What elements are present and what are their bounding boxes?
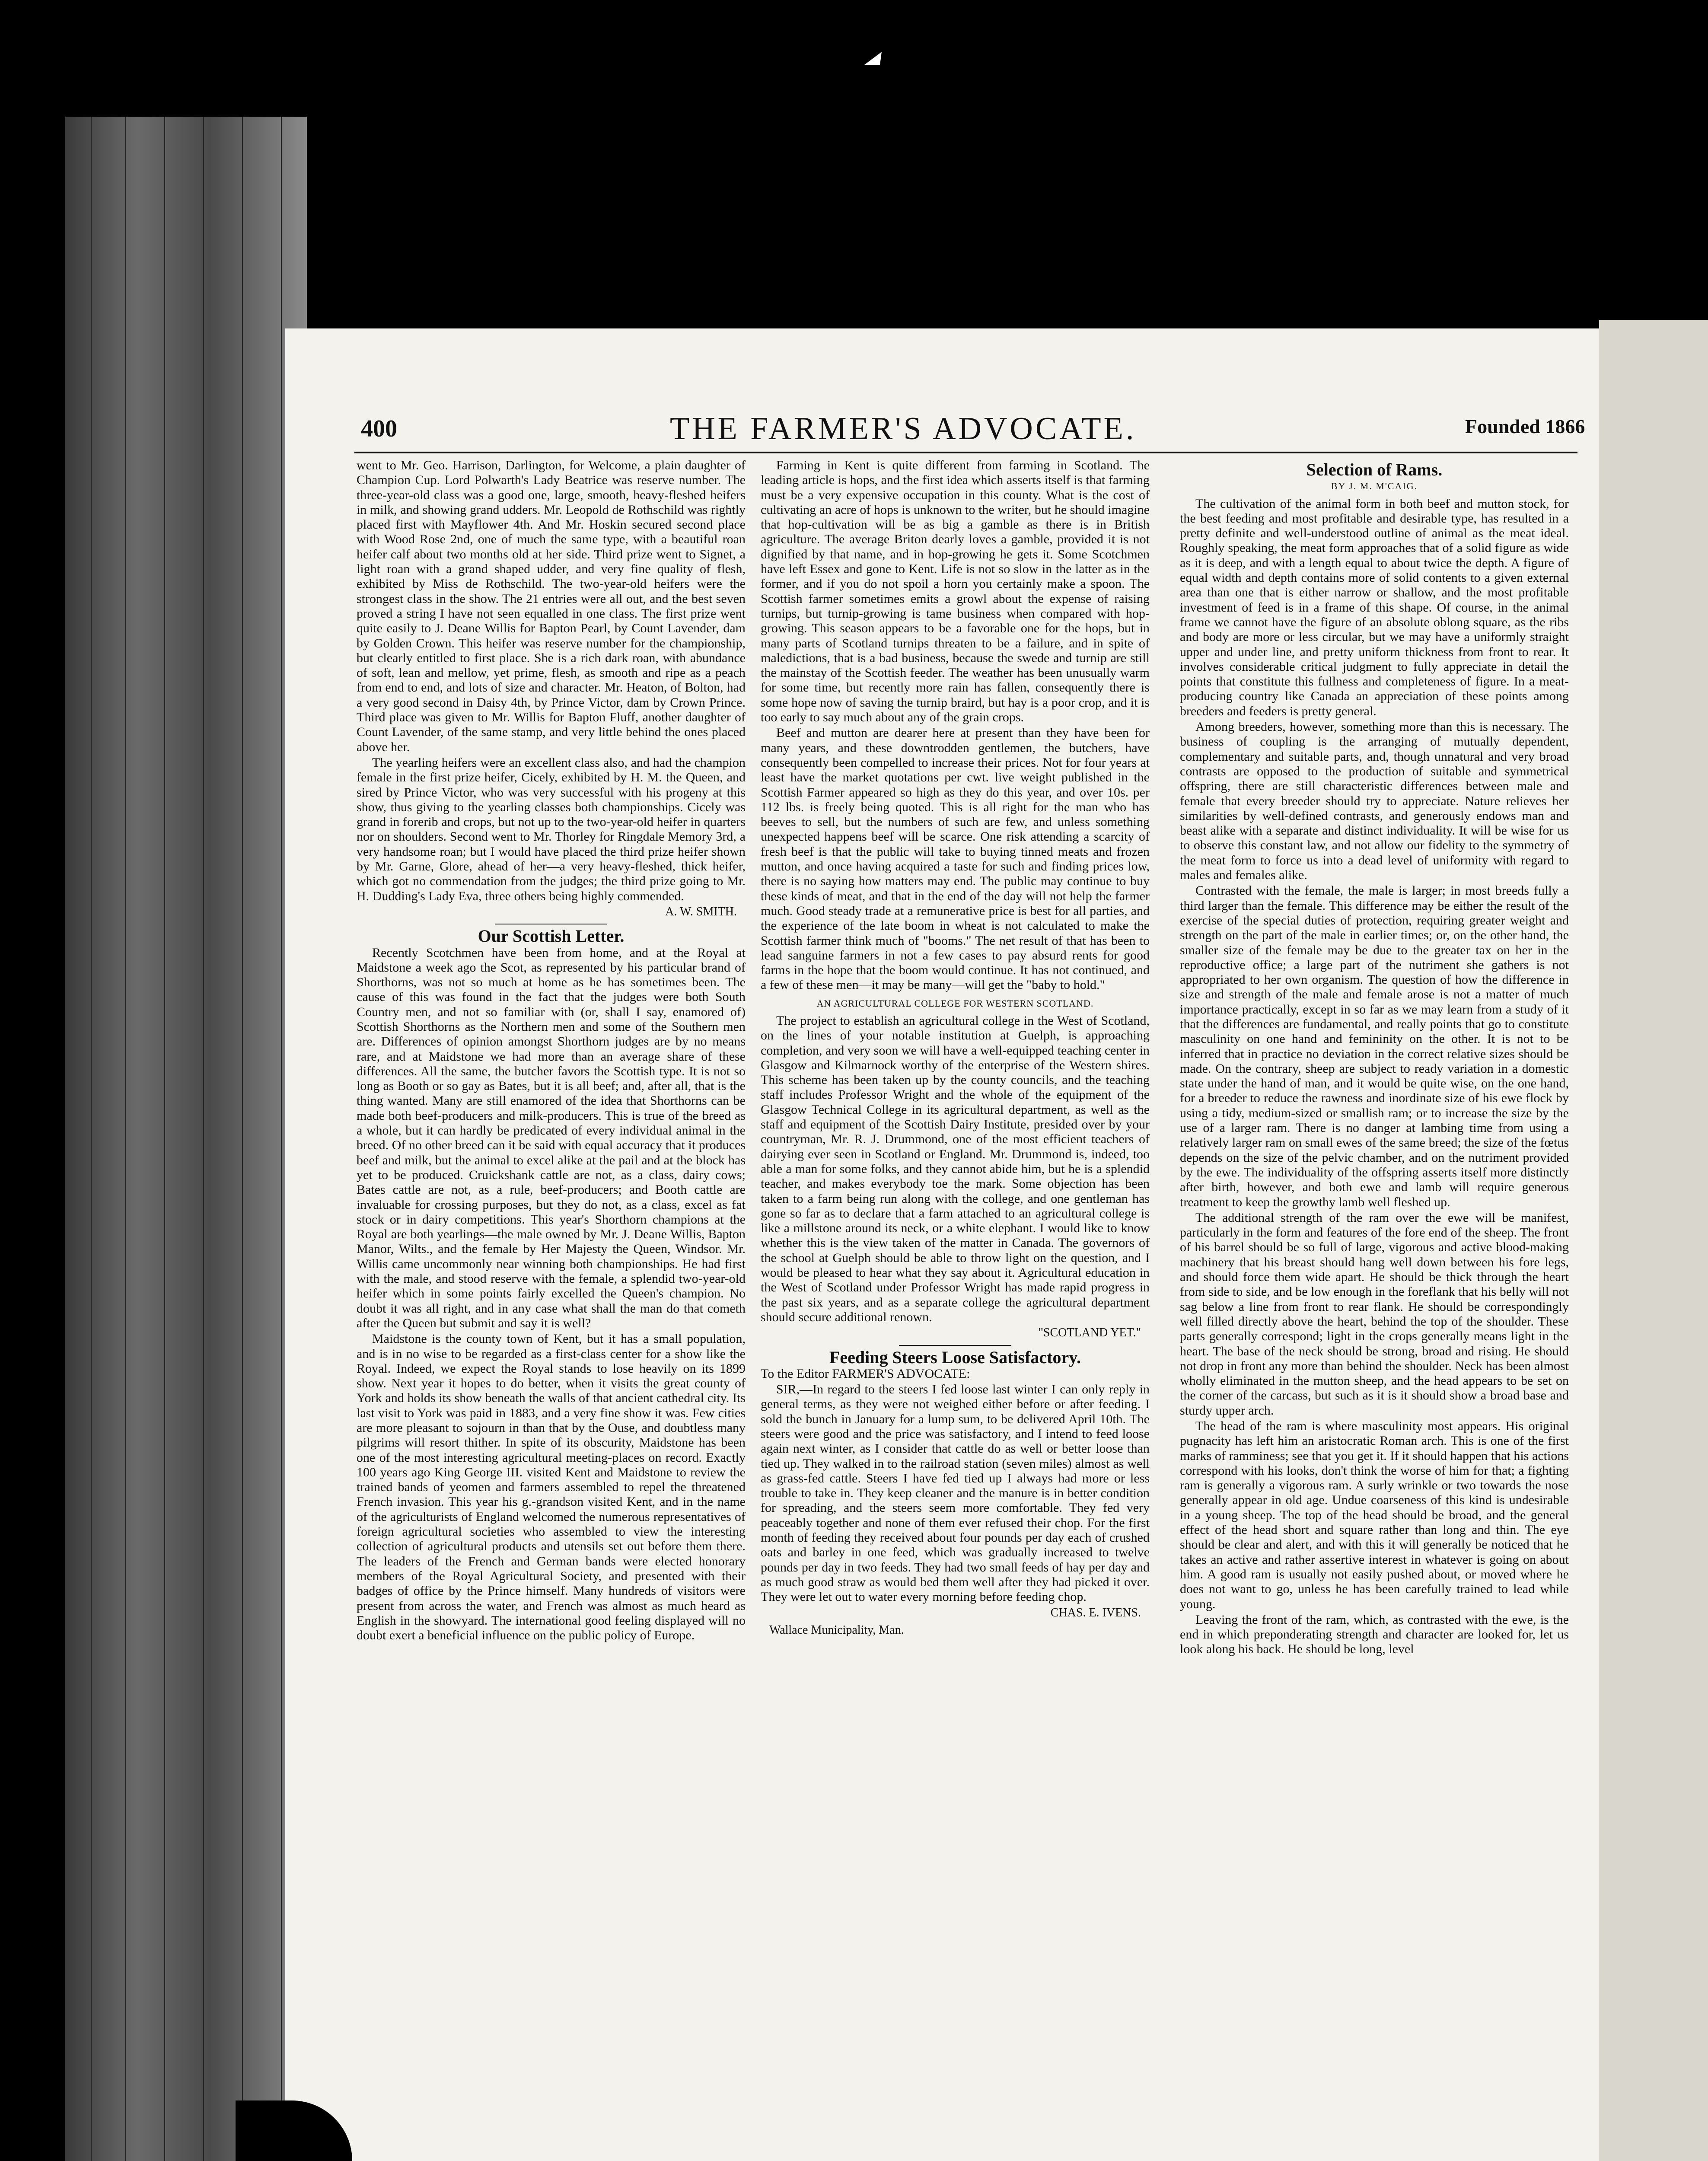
column-middle	[761, 458, 1150, 2161]
byline: BY J. M. M'CAIG.	[1331, 481, 1418, 492]
article-heading: Selection of Rams.	[1306, 460, 1443, 479]
article-paragraph: went to Mr. Geo. Harrison, Darlington, for Welcome, a plain daughter of Champion Cup. Lord Polwarth's Lady Beatrice was reserve number. The three-year-old class was a good one, large, smooth, heavy-fleshed heifers in milk, and showing grand udders. Mr. Leopold de Rothschild was rightly placed first with Mayflower 4th. And Mr. Hoskin secured second place with Wood Rose 2nd, one of much the same type, with a beautiful roan heifer calf about two months old at her side. Third prize went to Signet, a light roan with a grand shaped udder, and very fine quality of flesh, exhibited by Miss de Rothschild. The two-year-old heifers were the strongest class in the show. The 21 entries were all out, and the best seven proved a string I have not seen equalled in one class. The first prize went quite easily to J. Deane Willis for Bapton Pearl, by Count Lavender, dam by Golden Crown. This heifer was reserve number for the championship, but clearly entitled to first place. She is a rich dark roan, with abundance of soft, lean and mellow, yet prime, flesh, as smooth and ripe as a peach from end to end, and lots of size and character. Mr. Heaton, of Bolton, had a very good second in Daisy 4th, by Prince Victor, dam by Crown Prince. Third place was given to Mr. Willis for Bapton Fluff, another daughter of Count Lavender, of the same stamp, and very little behind the ones placed above her.	[357, 458, 746, 754]
page-number: 400	[361, 415, 397, 442]
author-location: Wallace Municipality, Man.	[769, 1623, 904, 1637]
column-left	[357, 458, 746, 2161]
article-paragraph: The cultivation of the animal form in both beef and mutton stock, for the best feeding and most profitable and desirable type, has resulted in a pretty definite and well-understood outline of animal as the meat ideal. Roughly speaking, the meat form approaches that of a solid figure as wide as it is deep, and with a length equal to about twice the depth. A figure of equal width and depth contains more of solid contents to a given external area than one that is either narrow or shallow, and the most profitable investment of feed is in a frame of this shape. Of course, in the animal frame we cannot have the figure of an absolute oblong square, as the ribs and body are more or less circular, but we may have a uniformly straight upper and under line, and pretty uniform thickness from front to rear. It involves considerable critical judgment to fully appreciate in detail the points that constitute this fullness and completeness of figure. In a meat-producing country like Canada an appreciation of these points among breeders and feeders is pretty general.	[1180, 496, 1569, 718]
section-subheading: AN AGRICULTURAL COLLEGE FOR WESTERN SCOTLAND.	[816, 998, 1094, 1009]
article-paragraph: The project to establish an agricultural college in the West of Scotland, on the lines of your notable institution at Guelph, is approaching completion, and very soon we will have a well-equipped teaching center in Glasgow and Kilmarnock worthy of the enterprise of the Western shires. This scheme has been taken up by the county councils, and the teaching staff includes Professor Wright and the whole of the equipment of the Glasgow Technical College in its agricultural department, as well as the staff and equipment of the Scottish Dairy Institute, presided over by your countryman, Mr. R. J. Drummond, one of the most efficient teachers of dairying ever seen in Scotland or England. Mr. Drummond is, indeed, too able a man for some folks, and they cannot abide him, but he is a splendid teacher, and makes everybody toe the mark. Some objection has been taken to a farm being run along with the college, and one gentleman has gone so far as to declare that a farm attached to an agricultural college is like a millstone around its neck, or a white elephant. I would like to know whether this is the view taken of the matter in Canada. The governors of the school at Guelph should be able to throw light on the question, and I would be pleased to hear what they say about it. Agricultural education in the West of Scotland under Professor Wright has made rapid progress in the past six years, and as a separate college the agricultural department should secure additional renown.	[761, 1013, 1150, 1324]
article-paragraph: Beef and mutton are dearer here at present than they have been for many years, and these downtrodden gentlemen, the butchers, have consequently been compelled to increase their prices. Not for four years at least have the market quotations per cwt. live weight published in the Scottish Farmer appeared so high as they do this year, and over 10s. per 112 lbs. is freely being quoted. This is all right for the man who has beeves to sell, but the numbers of such are few, and unless something unexpected happens beef will be scarce. One risk attending a scarcity of fresh beef is that the public will take to buying tinned meats and frozen mutton, and once having acquired a taste for such and finding prices low, there is no saying how matters may end. The public may continue to buy these kinds of meat, and that in the end of the day will not help the farmer much. Good steady trade at a remunerative price is best for all parties, and the experience of the late boom in wheat is not calculated to make the Scottish farmer think much of "booms." The net result of that has been to lead sanguine farmers in not a few cases to pay absurd rents for good farms in the hope that the boom would continue. It has not continued, and a few of these men—it may be many—will get the "baby to hold."	[761, 726, 1150, 992]
masthead-title: THE FARMER'S ADVOCATE.	[670, 411, 1137, 446]
article-paragraph: Leaving the front of the ram, which, as contrasted with the ewe, is the end in which preponderating strength and character are looked for, let us look along his back. He should be long, level	[1180, 1612, 1569, 1657]
book-page-edges	[65, 117, 307, 2161]
author-signature: "SCOTLAND YET."	[1038, 1326, 1141, 1340]
salutation: To the Editor FARMER'S ADVOCATE:	[761, 1366, 970, 1381]
facing-page-edge	[1599, 320, 1708, 2161]
article-paragraph: The yearling heifers were an excellent class also, and had the champion female in the first prize heifer, Cicely, exhibited by H. M. the Queen, and sired by Prince Victor, who was very successful with his progeny at this show, thus giving to the yearling classes both championships. Cicely was grand in forerib and crops, but not up to the two-year-old heifer in quarters nor on shoulders. Second went to Mr. Thorley for Ringdale Memory 3rd, a very handsome roan; but I would have placed the third prize heifer shown by Mr. Garne, Glore, ahead of her—a very heavy-fleshed, thick heifer, which got no commendation from the judges; the third prize going to Mr. H. Dudding's Lady Eva, three others being highly commended.	[357, 755, 746, 903]
author-signature: CHAS. E. IVENS.	[1050, 1606, 1141, 1619]
header-rule	[354, 452, 1577, 453]
article-paragraph: Recently Scotchmen have been from home, and at the Royal at Maidstone a week ago the Scot, as represented by his particular brand of Shorthorns, was not so much at home as he has sometimes been. The cause of this was found in the fact that the judges were both South Country men, and not so familiar with (or, shall I say, enamored of) Scottish Shorthorns as the Northern men and some of the Southern men are. Differences of opinion amongst Shorthorn judges are by no means rare, and at Maidstone we had more than an average share of these differences. All the same, the butcher favors the Scottish type. It is not so long as Booth or so gay as Bates, but it is all beef; and, after all, that is the thing wanted. Many are still enamored of the idea that Shorthorns can be made both beef-producers and milk-producers. This is true of the breed as a whole, but it can hardly be predicated of every individual animal in the breed. Of no other breed can it be said with equal accuracy that it produces beef and milk, but the animal to excel alike at the pail and at the block has yet to be produced. Cruickshank cattle are not, as a class, dairy cows; Bates cattle are not, as a rule, beef-producers; and Booth cattle are invaluable for crossing purposes, but they do not, as a class, excel as fat stock or in dairy competitions. This year's Shorthorn champions at the Royal are both yearlings—the male owned by Mr. J. Deane Willis, Bapton Manor, Wilts., and the female by Her Majesty the Queen, Windsor. Mr. Willis came uncommonly near winning both championships. He had first with the male, and stood reserve with the female, a splendid two-year-old heifer which in some points fairly excelled the Queen's champion. No doubt it was all right, and in any case what shall the man do that cometh after the Queen but submit and say it is well?	[357, 945, 746, 1330]
article-paragraph: SIR,—In regard to the steers I fed loose last winter I can only reply in general terms, as they were not weighed either before or after feeding. I sold the bunch in January for a lump sum, to be delivered April 10th. The steers were good and the price was satisfactory, and I intend to feed loose again next winter, as I consider that cattle do as well or better loose than tied up. They walked in to the railroad station (seven miles) almost as well as grass-fed cattle. Steers I have fed tied up I always had more or less trouble to take in. They keep cleaner and the manure is in better condition for spreading, and the steers seem more comfortable. They fed very peaceably together and none of them ever refused their chop. For the first month of feeding they received about four pounds per day each of crushed oats and barley in one feed, which was gradually increased to twelve pounds per day in two feeds. They had two small feeds of hay per day and as much good straw as would bed them well after they had picked it over. They were let out to water every morning before feeding chop.	[761, 1382, 1150, 1604]
article-heading: Our Scottish Letter.	[478, 926, 625, 946]
author-signature: A. W. SMITH.	[665, 905, 737, 918]
column-right	[1180, 458, 1569, 2161]
article-heading: Feeding Steers Loose Satisfactory.	[829, 1347, 1081, 1367]
article-paragraph: The head of the ram is where masculinity most appears. His original pugnacity has left him an aristocratic Roman arch. This is one of the first marks of ramminess; see that you get it. If it should happen that his actions correspond with his looks, don't think the worse of him for that; a fighting ram is generally a vigorous ram. A surly wrinkle or two towards the nose generally appear in old age. Undue coarseness of this kind is undesirable in a young sheep. The top of the head should be broad, and the general effect of the head short and square rather than long and thin. The eye should be clear and alert, and with this it will generally be noticed that he takes an active and rather assertive interest in whatever is going on about him. A good ram is usually not easily pushed about, or moved where he does not want to go, unless he has been carefully trained to lead while young.	[1180, 1419, 1569, 1611]
article-paragraph: Among breeders, however, something more than this is necessary. The business of coupling is the arranging of mutually dependent, complementary and suitable parts, and, though unnatural and very broad contrasts are opposed to the production of suitable and symmetrical offspring, there are still characteristic differences between male and female that every breeder should try to appreciate. Nature relieves her similarities by well-defined contrasts, and generously endows man and beast alike with a separate and distinct individuality. It will be wise for us to observe this constant law, and not allow our fidelity to the symmetry of the meat form to force us into a dead level of uniformity with regard to males and females alike.	[1180, 720, 1569, 883]
founded-note: Founded 1866	[1465, 415, 1585, 437]
article-paragraph: Contrasted with the female, the male is larger; in most breeds fully a third larger than the female. This difference may be either the result of the exercise of the special duties of protection, requiring greater weight and strength on the part of the male in earlier times; or, on the other hand, the smaller size of the female may be due to the greater tax on her in the reproductive office; a large part of the nutriment she gathers is not appropriated to her own organism. The question of how the difference in size and strength of the male and female arose is not a matter of much importance practically, except in so far as we may learn from a study of it that the differences are fundamental, and really points that go to constitute masculinity on one hand and femininity on the other. It is not to be inferred that in practice no deviation in the correct relative sizes should be made. On the contrary, sheep are subject to ready variation in a domestic state under the hand of man, and it would be quite wise, on the one hand, for a breeder to reduce the rawness and inordinate size of his ewe flock by using a tidy, medium-sized or smallish ram; or to increase the size by the use of a larger ram. There is no danger at lambing time from using a relatively larger ram on small ewes of the same breed; the size of the fœtus depends on the size of the pelvic chamber, and on the nutriment provided by the ewe. The individuality of the offspring asserts itself more distinctly after birth, however, and both ewe and lamb will require generous treatment to keep the growthy lamb well fleshed up.	[1180, 883, 1569, 1209]
divider	[899, 1345, 1011, 1346]
article-paragraph: Farming in Kent is quite different from farming in Scotland. The leading article is hops, and the first idea which asserts itself is that farming must be a very expensive occupation in this county. What is the cost of cultivating an acre of hops is unknown to the writer, but he should imagine that hop-cultivation will be as big a gamble as there is in British agriculture. The average Briton dearly loves a gamble, provided it is not dignified by that name, and in hop-growing he gets it. Some Scotchmen have left Essex and gone to Kent. Life is not so slow in the latter as in the former, and if you do not spoil a horn you certainly make a spoon. The Scottish farmer sometimes emits a growl about the expense of raising turnips, but turnip-growing is tame business when compared with hop-growing. This season appears to be a favorable one for the hops, but in many parts of Scotland turnips threaten to be a failure, and in spite of maledictions, that is a bad business, because the swede and turnip are still the mainstay of the Scottish feeder. The weather has been unusually warm for some time, but recently more rain has fallen, consequently there is some hope now of saving the turnip braird, but hay is a poor crop, and it is too early to say much about any of the grain crops.	[761, 458, 1150, 725]
article-paragraph: The additional strength of the ram over the ewe will be manifest, particularly in the form and features of the fore end of the sheep. The front of his barrel should be so full of large, vigorous and active blood-making machinery that his breast should hang well down between his fore legs, and should force them wide apart. He should be thick through the heart from side to side, and be low enough in the foreflank that his belly will not sag below a line from front to rear flank. He should be correspondingly well filled directly above the heart, behind the top of the shoulder. These parts generally correspond; light in the crops generally means light in the heart. The base of the neck should be strong, broad and rising. He should not drop in front any more than behind the shoulder. Neck has been almost wholly eliminated in the mutton sheep, and the head appears to be set on the corner of the carcass, but such as it is it should show a broad base and sturdy upper arch.	[1180, 1210, 1569, 1418]
article-paragraph: Maidstone is the county town of Kent, but it has a small population, and is in no wise to be regarded as a first-class center for a show like the Royal. Indeed, we expect the Royal stands to lose heavily on its 1899 show. Next year it hopes to do better, when it visits the great county of York and holds its show beneath the walls of that ancient cathedral city. Its last visit to York was paid in 1883, and a very fine show it was. Few cities are more pleasant to sojourn in than that by the Ouse, and doubtless many pilgrims will resort thither. In spite of its obscurity, Maidstone has been one of the most interesting agricultural meeting-places on record. Exactly 100 years ago King George III. visited Kent and Maidstone to review the trained bands of yeomen and farmers assembled to repel the threatened French invasion. This year his g.-grandson visited Kent, and in the name of the agriculturists of England welcomed the numerous representatives of foreign agricultural societies who assembled to view the interesting collection of agricultural products and utensils set out before them there. The leaders of the French and German bands were elected honorary members of the Royal Agricultural Society, and presented with their badges of office by the Prince himself. Many hundreds of visitors were present from across the water, and French was almost as much heard as English in the showyard. The international good feeling displayed will no doubt exert a beneficial influence on the public policy of Europe.	[357, 1332, 746, 1643]
